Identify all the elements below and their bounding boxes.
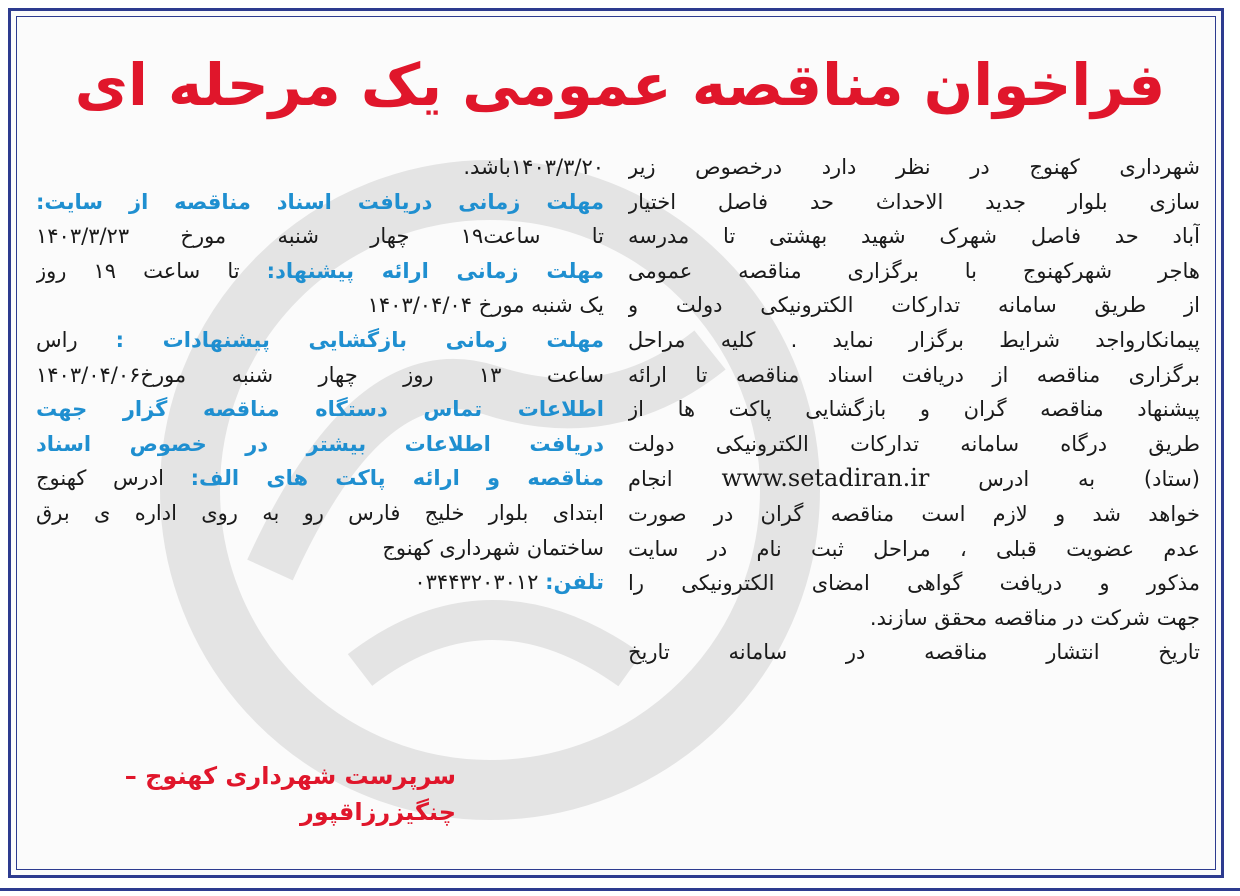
description-line: برگزاری مناقصه از دریافت اسناد مناقصه تا ارائه — [628, 362, 1200, 387]
description-line: تاریخ انتشار مناقصه در سامانه تاریخ — [628, 640, 1200, 665]
setadiran-url-link[interactable]: www.setadiran.ir — [721, 464, 930, 493]
offer-deadline-row — [36, 254, 604, 289]
description-line: خواهد شد و لازم است مناقصه گران در صورت — [628, 501, 1200, 526]
contact-heading: مناقصه و ارائه پاکت های الف: — [190, 466, 604, 491]
description-line: از طریق سامانه تدارکات الکترونیکی دولت و — [628, 293, 1200, 318]
contact-heading: اطلاعات تماس دستگاه مناقصه گزار جهت — [36, 397, 604, 422]
description-line: پیمانکارواجد شرایط برگزار نماید . کلیه مراحل — [628, 327, 1200, 352]
description-line: آباد حد فاصل شهرک شهید بهشتی تا مدرسه — [628, 224, 1200, 249]
opening-row — [36, 323, 604, 358]
opening-value: راس — [36, 327, 78, 352]
bottom-rule — [0, 888, 1240, 891]
offer-deadline-date: یک شنبه مورخ ۱۴۰۳/۰۴/۰۴ — [367, 293, 604, 318]
description-line: عدم عضویت قبلی ، مراحل ثبت نام در سایت — [628, 536, 1200, 561]
phone-label: تلفن: — [545, 570, 604, 595]
doc-deadline-value: تا ساعت۱۹ چهار شنبه مورخ ۱۴۰۳/۳/۲۳ — [36, 224, 604, 249]
signature-title: سرپرست شهرداری کهنوج – — [124, 762, 456, 790]
offer-deadline-value: تا ساعت ۱۹ روز — [36, 258, 240, 283]
description-line: طریق درگاه سامانه تدارکات الکترونیکی دولت — [628, 431, 1200, 456]
contact-address-row — [36, 461, 604, 496]
opening-label: مهلت زمانی بازگشایی پیشنهادات : — [115, 327, 604, 352]
address-text: ادرس کهنوج — [36, 466, 164, 491]
description-line: هاجر شهرکهنوج با برگزاری مناقصه عمومی — [628, 258, 1200, 283]
description-line: جهت شرکت در مناقصه محقق سازند. — [869, 605, 1200, 630]
publish-date: ۱۴۰۳/۳/۲۰باشد. — [463, 155, 604, 179]
signature-name: چنگیزرزاقپور — [299, 798, 456, 826]
address-text: ابتدای بلوار خلیج فارس رو به روی اداره ی برق — [36, 500, 604, 525]
signature — [36, 758, 456, 830]
opening-date: ساعت ۱۳ روز چهار شنبه مورخ۱۴۰۳/۰۴/۰۶ — [36, 362, 604, 387]
tender-deadlines — [36, 150, 604, 850]
description-url-line: (ستاد) به ادرس www.setadiran.ir انجام — [628, 464, 1200, 493]
offer-deadline-label: مهلت زمانی ارائه پیشنهاد: — [266, 258, 604, 283]
phone-value: ۰۳۴۴۳۲۰۳۰۱۲ — [414, 570, 539, 595]
address-text: ساختمان شهرداری کهنوج — [382, 535, 604, 560]
doc-deadline-label: مهلت زمانی دریافت اسناد مناقصه از سایت: — [36, 189, 604, 214]
phone-row — [36, 565, 604, 600]
description-line: پیشنهاد مناقصه گران و بازگشایی پاکت ها از — [628, 397, 1200, 422]
description-line: مذکور و دریافت گواهی امضای الکترونیکی را — [628, 571, 1200, 596]
contact-heading: دریافت اطلاعات بیشتر در خصوص اسناد — [36, 431, 604, 456]
page-title: فراخوان مناقصه عمومی یک مرحله ای — [74, 51, 1166, 119]
description-line: شهرداری کهنوج در نظر دارد درخصوص زیر — [628, 155, 1200, 179]
tender-description — [628, 150, 1200, 850]
description-line: سازی بلوار جدید الاحداث حد فاصل اختیار — [628, 189, 1200, 214]
